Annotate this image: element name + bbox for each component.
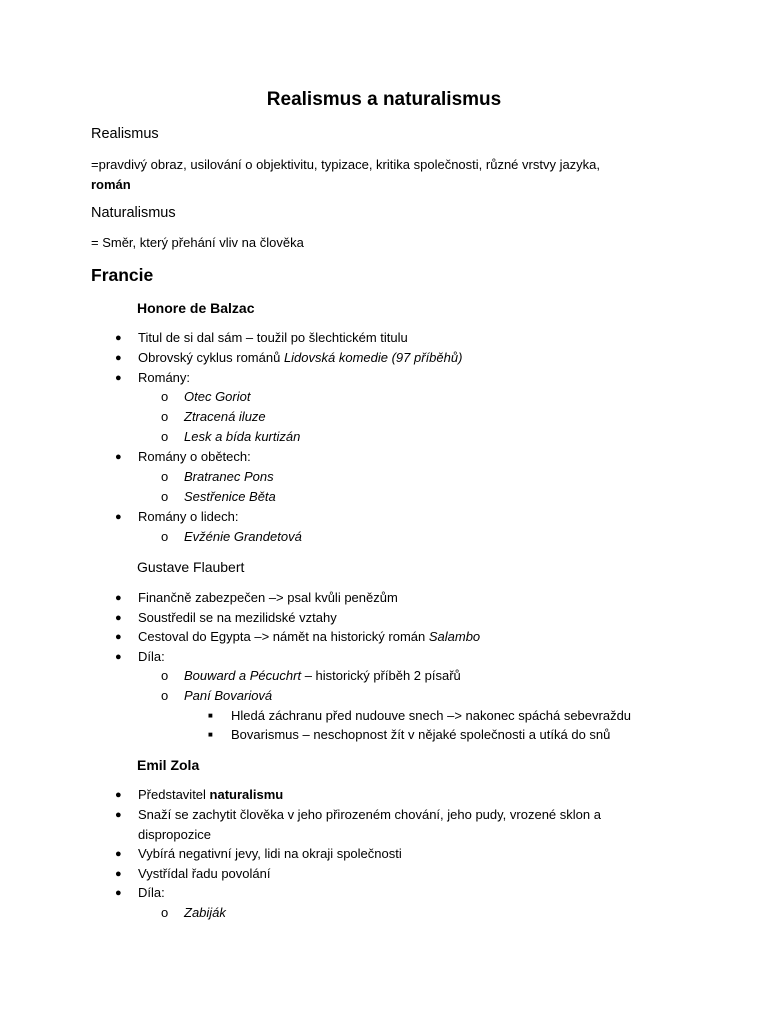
bullet-icon: ● <box>115 868 122 880</box>
sub-list-item: Ztracená iluze <box>184 409 266 424</box>
list-item: Díla: <box>138 885 165 900</box>
sub-list-item: Paní Bovariová <box>184 688 273 703</box>
naturalismus-definition: = Směr, který přehání vliv na člověka <box>91 235 304 250</box>
list-item: Finančně zabezpečen –> psal kvůli penězům <box>138 590 398 605</box>
author-flaubert: Gustave Flaubert <box>137 559 245 575</box>
bullet-icon: ● <box>115 809 122 821</box>
bullet-icon: ● <box>115 651 122 663</box>
circle-bullet-icon: o <box>161 389 169 404</box>
heading-realismus: Realismus <box>91 126 159 142</box>
circle-bullet-icon: o <box>161 489 169 504</box>
sub-list-item: Bratranec Pons <box>184 469 274 484</box>
author-balzac: Honore de Balzac <box>137 300 255 316</box>
square-bullet-icon: ■ <box>208 730 213 739</box>
author-zola: Emil Zola <box>137 757 200 773</box>
bullet-icon: ● <box>115 612 122 624</box>
list-item: Romány o obětech: <box>138 449 251 464</box>
bullet-icon: ● <box>115 848 122 860</box>
list-item: Cestoval do Egypta –> námět na historický román Salambo <box>138 629 481 644</box>
bullet-icon: ● <box>115 372 122 384</box>
sub-list-item: Lesk a bída kurtizán <box>184 429 301 444</box>
bullet-icon: ● <box>115 332 122 344</box>
list-item: Romány: <box>138 370 191 385</box>
page-title: Realismus a naturalismus <box>266 89 502 110</box>
bullet-icon: ● <box>115 451 122 463</box>
bullet-icon: ● <box>115 789 122 801</box>
sub-sub-list-item: Bovarismus – neschopnost žít v nějaké společnosti a utíká do snů <box>231 727 611 742</box>
list-item: Představitel naturalismu <box>138 787 284 802</box>
bullet-icon: ● <box>115 511 122 523</box>
list-item: Romány o lidech: <box>138 509 239 524</box>
sub-list-item: Bouward a Pécuchrt – historický příběh 2 písařů <box>184 668 461 683</box>
sub-list-item: Sestřenice Běta <box>184 489 276 504</box>
realismus-text: =pravdivý obraz, usilování o objektivitu, typizace, kritika společnosti, různé vrstvy jazyka, <box>91 157 601 172</box>
list-item: Díla: <box>138 649 165 664</box>
bullet-icon: ● <box>115 592 122 604</box>
list-item: Obrovský cyklus románů Lidovská komedie (97 příběhů) <box>138 350 463 365</box>
circle-bullet-icon: o <box>161 529 169 544</box>
sub-list-item: Otec Goriot <box>184 389 251 404</box>
list-item: Snaží se zachytit člověka v jeho přirozeném chování, jeho pudy, vrozené sklon a dispropozice <box>138 807 601 842</box>
realismus-bold-term: román <box>91 177 131 192</box>
circle-bullet-icon: o <box>161 905 169 920</box>
heading-francie: Francie <box>91 265 154 285</box>
sub-sub-list-item: Hledá záchranu před nudouve snech –> nakonec spáchá sebevraždu <box>231 708 632 723</box>
bullet-icon: ● <box>115 352 122 364</box>
sub-list-item: Evžénie Grandetová <box>184 529 302 544</box>
circle-bullet-icon: o <box>161 668 169 683</box>
realismus-definition <box>91 155 651 195</box>
circle-bullet-icon: o <box>161 688 169 703</box>
circle-bullet-icon: o <box>161 429 169 444</box>
circle-bullet-icon: o <box>161 469 169 484</box>
list-item: Vybírá negativní jevy, lidi na okraji společnosti <box>138 846 402 861</box>
list-item: Titul de si dal sám – toužil po šlechtickém titulu <box>138 330 408 345</box>
circle-bullet-icon: o <box>161 409 169 424</box>
bullet-icon: ● <box>115 631 122 643</box>
list-item: Vystřídal řadu povolání <box>138 866 271 881</box>
list-item: Soustředil se na mezilidské vztahy <box>138 610 337 625</box>
square-bullet-icon: ■ <box>208 711 213 720</box>
sub-list-item: Zabiják <box>184 905 226 920</box>
bullet-icon: ● <box>115 887 122 899</box>
heading-naturalismus: Naturalismus <box>91 205 176 221</box>
